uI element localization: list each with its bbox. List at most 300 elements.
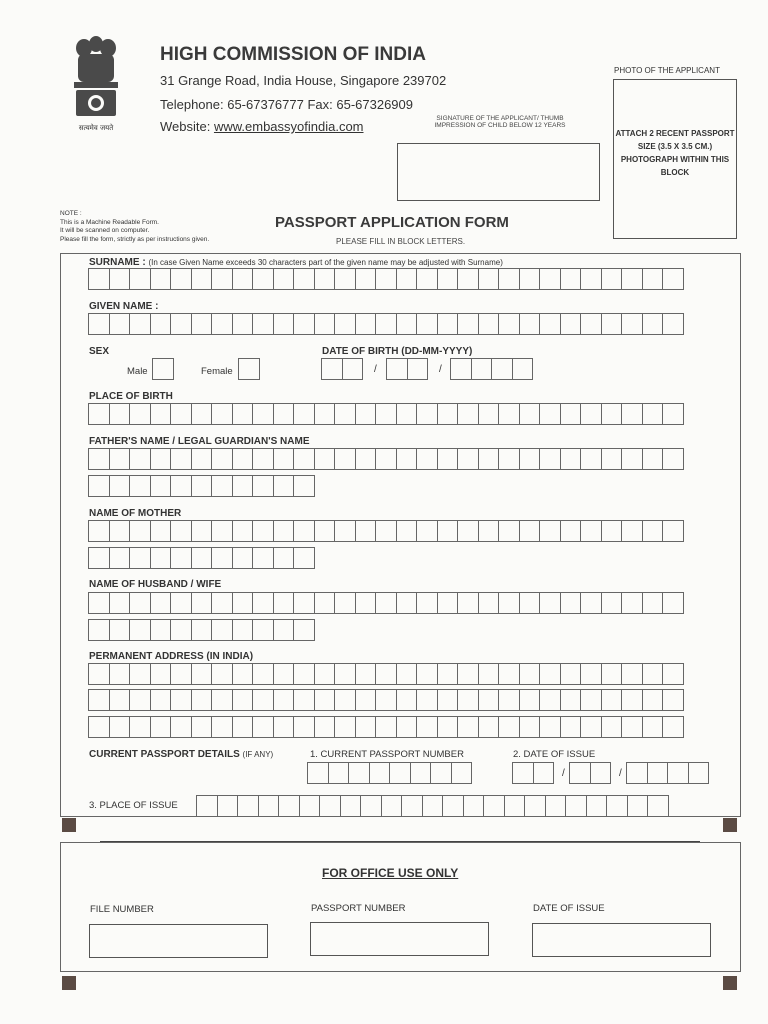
character-cell[interactable] [662, 448, 684, 470]
character-cell[interactable] [252, 448, 274, 470]
character-cell[interactable] [273, 268, 295, 290]
character-cell[interactable] [662, 663, 684, 685]
issue-month-field[interactable] [569, 762, 611, 784]
character-cell[interactable] [314, 716, 336, 738]
character-cell[interactable] [539, 403, 561, 425]
character-cell[interactable] [273, 592, 295, 614]
character-cell[interactable] [416, 663, 438, 685]
character-cell[interactable] [211, 547, 233, 569]
character-cell[interactable] [293, 619, 315, 641]
character-cell[interactable] [129, 268, 151, 290]
character-cell[interactable] [355, 448, 377, 470]
character-cell[interactable] [293, 448, 315, 470]
character-cell[interactable] [560, 313, 582, 335]
character-cell[interactable] [232, 475, 254, 497]
character-cell[interactable] [314, 313, 336, 335]
character-cell[interactable] [491, 358, 513, 380]
office-date-of-issue-field[interactable] [532, 923, 711, 957]
character-cell[interactable] [211, 619, 233, 641]
character-cell[interactable] [457, 520, 479, 542]
character-cell[interactable] [539, 268, 561, 290]
character-cell[interactable] [375, 403, 397, 425]
character-cell[interactable] [688, 762, 710, 784]
character-cell[interactable] [662, 592, 684, 614]
character-cell[interactable] [217, 795, 239, 817]
office-passport-number-field[interactable] [310, 922, 489, 956]
character-cell[interactable] [386, 358, 408, 380]
character-cell[interactable] [642, 663, 664, 685]
character-cell[interactable] [232, 716, 254, 738]
character-cell[interactable] [129, 313, 151, 335]
character-cell[interactable] [273, 689, 295, 711]
character-cell[interactable] [170, 547, 192, 569]
character-cell[interactable] [129, 592, 151, 614]
character-cell[interactable] [252, 475, 274, 497]
character-cell[interactable] [396, 268, 418, 290]
character-cell[interactable] [129, 475, 151, 497]
character-cell[interactable] [519, 663, 541, 685]
character-cell[interactable] [539, 663, 561, 685]
character-cell[interactable] [401, 795, 423, 817]
character-cell[interactable] [273, 716, 295, 738]
character-cell[interactable] [88, 313, 110, 335]
character-cell[interactable] [334, 716, 356, 738]
character-cell[interactable] [293, 475, 315, 497]
character-cell[interactable] [580, 663, 602, 685]
character-cell[interactable] [662, 520, 684, 542]
character-cell[interactable] [580, 592, 602, 614]
character-cell[interactable] [170, 663, 192, 685]
character-cell[interactable] [580, 403, 602, 425]
character-cell[interactable] [375, 268, 397, 290]
character-cell[interactable] [560, 520, 582, 542]
character-cell[interactable] [642, 520, 664, 542]
character-cell[interactable] [211, 475, 233, 497]
character-cell[interactable] [109, 663, 131, 685]
character-cell[interactable] [590, 762, 612, 784]
character-cell[interactable] [109, 475, 131, 497]
character-cell[interactable] [478, 663, 500, 685]
character-cell[interactable] [471, 358, 493, 380]
character-cell[interactable] [191, 689, 213, 711]
signature-box[interactable] [397, 143, 600, 201]
character-cell[interactable] [211, 663, 233, 685]
character-cell[interactable] [360, 795, 382, 817]
character-cell[interactable] [621, 689, 643, 711]
character-cell[interactable] [109, 547, 131, 569]
character-cell[interactable] [293, 268, 315, 290]
character-cell[interactable] [355, 268, 377, 290]
mother-name-field-line-1[interactable] [88, 520, 684, 542]
character-cell[interactable] [396, 520, 418, 542]
character-cell[interactable] [416, 403, 438, 425]
character-cell[interactable] [293, 663, 315, 685]
character-cell[interactable] [109, 689, 131, 711]
character-cell[interactable] [627, 795, 649, 817]
address-field-line-3[interactable] [88, 716, 684, 738]
character-cell[interactable] [293, 403, 315, 425]
character-cell[interactable] [437, 403, 459, 425]
male-checkbox[interactable] [152, 358, 174, 380]
character-cell[interactable] [191, 313, 213, 335]
character-cell[interactable] [396, 663, 418, 685]
character-cell[interactable] [396, 403, 418, 425]
character-cell[interactable] [314, 663, 336, 685]
character-cell[interactable] [560, 663, 582, 685]
character-cell[interactable] [519, 268, 541, 290]
character-cell[interactable] [211, 448, 233, 470]
character-cell[interactable] [150, 313, 172, 335]
character-cell[interactable] [642, 689, 664, 711]
character-cell[interactable] [232, 313, 254, 335]
character-cell[interactable] [314, 520, 336, 542]
character-cell[interactable] [478, 313, 500, 335]
character-cell[interactable] [437, 268, 459, 290]
character-cell[interactable] [396, 592, 418, 614]
character-cell[interactable] [519, 592, 541, 614]
character-cell[interactable] [667, 762, 689, 784]
character-cell[interactable] [569, 762, 591, 784]
character-cell[interactable] [191, 520, 213, 542]
character-cell[interactable] [88, 403, 110, 425]
character-cell[interactable] [252, 313, 274, 335]
character-cell[interactable] [662, 716, 684, 738]
character-cell[interactable] [252, 520, 274, 542]
character-cell[interactable] [457, 689, 479, 711]
character-cell[interactable] [407, 358, 429, 380]
character-cell[interactable] [252, 547, 274, 569]
character-cell[interactable] [348, 762, 370, 784]
character-cell[interactable] [430, 762, 452, 784]
character-cell[interactable] [437, 313, 459, 335]
character-cell[interactable] [396, 689, 418, 711]
character-cell[interactable] [442, 795, 464, 817]
character-cell[interactable] [498, 716, 520, 738]
character-cell[interactable] [416, 313, 438, 335]
issue-day-field[interactable] [512, 762, 554, 784]
character-cell[interactable] [560, 403, 582, 425]
character-cell[interactable] [307, 762, 329, 784]
character-cell[interactable] [621, 716, 643, 738]
character-cell[interactable] [238, 358, 260, 380]
character-cell[interactable] [252, 689, 274, 711]
character-cell[interactable] [416, 716, 438, 738]
character-cell[interactable] [129, 448, 151, 470]
character-cell[interactable] [191, 592, 213, 614]
character-cell[interactable] [560, 689, 582, 711]
character-cell[interactable] [519, 313, 541, 335]
spouse-name-field-line-2[interactable] [88, 619, 315, 641]
character-cell[interactable] [478, 520, 500, 542]
character-cell[interactable] [498, 313, 520, 335]
character-cell[interactable] [457, 313, 479, 335]
character-cell[interactable] [416, 520, 438, 542]
character-cell[interactable] [410, 762, 432, 784]
character-cell[interactable] [601, 448, 623, 470]
character-cell[interactable] [237, 795, 259, 817]
character-cell[interactable] [560, 592, 582, 614]
character-cell[interactable] [211, 313, 233, 335]
character-cell[interactable] [191, 716, 213, 738]
character-cell[interactable] [621, 268, 643, 290]
character-cell[interactable] [150, 716, 172, 738]
character-cell[interactable] [232, 619, 254, 641]
character-cell[interactable] [450, 358, 472, 380]
character-cell[interactable] [211, 689, 233, 711]
character-cell[interactable] [416, 592, 438, 614]
character-cell[interactable] [293, 689, 315, 711]
character-cell[interactable] [601, 663, 623, 685]
character-cell[interactable] [580, 268, 602, 290]
character-cell[interactable] [314, 403, 336, 425]
character-cell[interactable] [498, 592, 520, 614]
character-cell[interactable] [647, 795, 669, 817]
character-cell[interactable] [150, 448, 172, 470]
character-cell[interactable] [621, 403, 643, 425]
address-field-line-1[interactable] [88, 663, 684, 685]
character-cell[interactable] [498, 448, 520, 470]
character-cell[interactable] [381, 795, 403, 817]
character-cell[interactable] [580, 448, 602, 470]
character-cell[interactable] [478, 689, 500, 711]
character-cell[interactable] [601, 520, 623, 542]
character-cell[interactable] [539, 716, 561, 738]
character-cell[interactable] [334, 663, 356, 685]
character-cell[interactable] [601, 689, 623, 711]
character-cell[interactable] [191, 403, 213, 425]
character-cell[interactable] [273, 520, 295, 542]
character-cell[interactable] [252, 663, 274, 685]
character-cell[interactable] [191, 475, 213, 497]
character-cell[interactable] [88, 547, 110, 569]
character-cell[interactable] [483, 795, 505, 817]
character-cell[interactable] [334, 268, 356, 290]
character-cell[interactable] [457, 716, 479, 738]
character-cell[interactable] [293, 547, 315, 569]
character-cell[interactable] [457, 663, 479, 685]
character-cell[interactable] [416, 268, 438, 290]
character-cell[interactable] [232, 547, 254, 569]
character-cell[interactable] [152, 358, 174, 380]
character-cell[interactable] [334, 403, 356, 425]
character-cell[interactable] [621, 520, 643, 542]
character-cell[interactable] [314, 689, 336, 711]
character-cell[interactable] [88, 716, 110, 738]
character-cell[interactable] [601, 592, 623, 614]
character-cell[interactable] [662, 268, 684, 290]
character-cell[interactable] [355, 592, 377, 614]
female-checkbox[interactable] [238, 358, 260, 380]
character-cell[interactable] [232, 448, 254, 470]
character-cell[interactable] [109, 448, 131, 470]
character-cell[interactable] [662, 403, 684, 425]
character-cell[interactable] [463, 795, 485, 817]
character-cell[interactable] [457, 448, 479, 470]
character-cell[interactable] [211, 592, 233, 614]
character-cell[interactable] [533, 762, 555, 784]
character-cell[interactable] [150, 268, 172, 290]
character-cell[interactable] [150, 403, 172, 425]
character-cell[interactable] [88, 663, 110, 685]
character-cell[interactable] [252, 716, 274, 738]
character-cell[interactable] [621, 663, 643, 685]
character-cell[interactable] [524, 795, 546, 817]
character-cell[interactable] [334, 313, 356, 335]
character-cell[interactable] [416, 689, 438, 711]
character-cell[interactable] [355, 689, 377, 711]
character-cell[interactable] [170, 520, 192, 542]
character-cell[interactable] [211, 520, 233, 542]
character-cell[interactable] [170, 403, 192, 425]
character-cell[interactable] [109, 268, 131, 290]
character-cell[interactable] [129, 403, 151, 425]
character-cell[interactable] [519, 689, 541, 711]
character-cell[interactable] [88, 619, 110, 641]
character-cell[interactable] [170, 689, 192, 711]
character-cell[interactable] [642, 716, 664, 738]
character-cell[interactable] [334, 448, 356, 470]
character-cell[interactable] [498, 268, 520, 290]
dob-year-field[interactable] [450, 358, 533, 380]
character-cell[interactable] [580, 716, 602, 738]
character-cell[interactable] [498, 689, 520, 711]
character-cell[interactable] [355, 663, 377, 685]
surname-field[interactable] [88, 268, 684, 290]
character-cell[interactable] [647, 762, 669, 784]
character-cell[interactable] [621, 448, 643, 470]
character-cell[interactable] [580, 313, 602, 335]
character-cell[interactable] [375, 592, 397, 614]
character-cell[interactable] [375, 313, 397, 335]
character-cell[interactable] [642, 313, 664, 335]
character-cell[interactable] [498, 663, 520, 685]
character-cell[interactable] [129, 663, 151, 685]
character-cell[interactable] [451, 762, 473, 784]
character-cell[interactable] [586, 795, 608, 817]
character-cell[interactable] [560, 716, 582, 738]
character-cell[interactable] [211, 403, 233, 425]
character-cell[interactable] [170, 716, 192, 738]
character-cell[interactable] [545, 795, 567, 817]
character-cell[interactable] [252, 592, 274, 614]
character-cell[interactable] [191, 619, 213, 641]
character-cell[interactable] [170, 268, 192, 290]
character-cell[interactable] [314, 592, 336, 614]
character-cell[interactable] [375, 520, 397, 542]
character-cell[interactable] [88, 448, 110, 470]
character-cell[interactable] [457, 403, 479, 425]
character-cell[interactable] [232, 663, 254, 685]
character-cell[interactable] [293, 716, 315, 738]
character-cell[interactable] [601, 313, 623, 335]
mother-name-field-line-2[interactable] [88, 547, 315, 569]
character-cell[interactable] [457, 592, 479, 614]
father-name-field-line-1[interactable] [88, 448, 684, 470]
character-cell[interactable] [437, 520, 459, 542]
character-cell[interactable] [252, 619, 274, 641]
character-cell[interactable] [642, 592, 664, 614]
character-cell[interactable] [498, 403, 520, 425]
character-cell[interactable] [232, 520, 254, 542]
character-cell[interactable] [232, 268, 254, 290]
character-cell[interactable] [355, 313, 377, 335]
dob-month-field[interactable] [386, 358, 428, 380]
character-cell[interactable] [355, 520, 377, 542]
character-cell[interactable] [355, 403, 377, 425]
character-cell[interactable] [196, 795, 218, 817]
character-cell[interactable] [621, 592, 643, 614]
address-field-line-2[interactable] [88, 689, 684, 711]
character-cell[interactable] [273, 547, 295, 569]
character-cell[interactable] [437, 448, 459, 470]
character-cell[interactable] [150, 619, 172, 641]
character-cell[interactable] [170, 313, 192, 335]
character-cell[interactable] [278, 795, 300, 817]
character-cell[interactable] [478, 403, 500, 425]
character-cell[interactable] [539, 689, 561, 711]
issue-year-field[interactable] [626, 762, 709, 784]
character-cell[interactable] [662, 689, 684, 711]
character-cell[interactable] [293, 313, 315, 335]
character-cell[interactable] [422, 795, 444, 817]
dob-day-field[interactable] [321, 358, 363, 380]
character-cell[interactable] [273, 313, 295, 335]
character-cell[interactable] [109, 520, 131, 542]
character-cell[interactable] [416, 448, 438, 470]
character-cell[interactable] [211, 268, 233, 290]
character-cell[interactable] [88, 268, 110, 290]
spouse-name-field-line-1[interactable] [88, 592, 684, 614]
character-cell[interactable] [560, 448, 582, 470]
character-cell[interactable] [150, 592, 172, 614]
character-cell[interactable] [519, 520, 541, 542]
character-cell[interactable] [191, 268, 213, 290]
character-cell[interactable] [539, 448, 561, 470]
character-cell[interactable] [606, 795, 628, 817]
character-cell[interactable] [437, 663, 459, 685]
character-cell[interactable] [601, 403, 623, 425]
character-cell[interactable] [565, 795, 587, 817]
character-cell[interactable] [232, 592, 254, 614]
character-cell[interactable] [375, 689, 397, 711]
character-cell[interactable] [334, 689, 356, 711]
character-cell[interactable] [539, 592, 561, 614]
character-cell[interactable] [457, 268, 479, 290]
character-cell[interactable] [129, 520, 151, 542]
given-name-field[interactable] [88, 313, 684, 335]
character-cell[interactable] [129, 547, 151, 569]
character-cell[interactable] [150, 689, 172, 711]
character-cell[interactable] [504, 795, 526, 817]
character-cell[interactable] [129, 689, 151, 711]
character-cell[interactable] [478, 592, 500, 614]
character-cell[interactable] [560, 268, 582, 290]
character-cell[interactable] [355, 716, 377, 738]
character-cell[interactable] [293, 592, 315, 614]
character-cell[interactable] [170, 619, 192, 641]
character-cell[interactable] [642, 268, 664, 290]
character-cell[interactable] [321, 358, 343, 380]
character-cell[interactable] [273, 403, 295, 425]
character-cell[interactable] [375, 448, 397, 470]
character-cell[interactable] [621, 313, 643, 335]
character-cell[interactable] [519, 448, 541, 470]
character-cell[interactable] [662, 313, 684, 335]
character-cell[interactable] [601, 268, 623, 290]
character-cell[interactable] [328, 762, 350, 784]
place-of-issue-field[interactable] [196, 795, 669, 817]
character-cell[interactable] [191, 448, 213, 470]
